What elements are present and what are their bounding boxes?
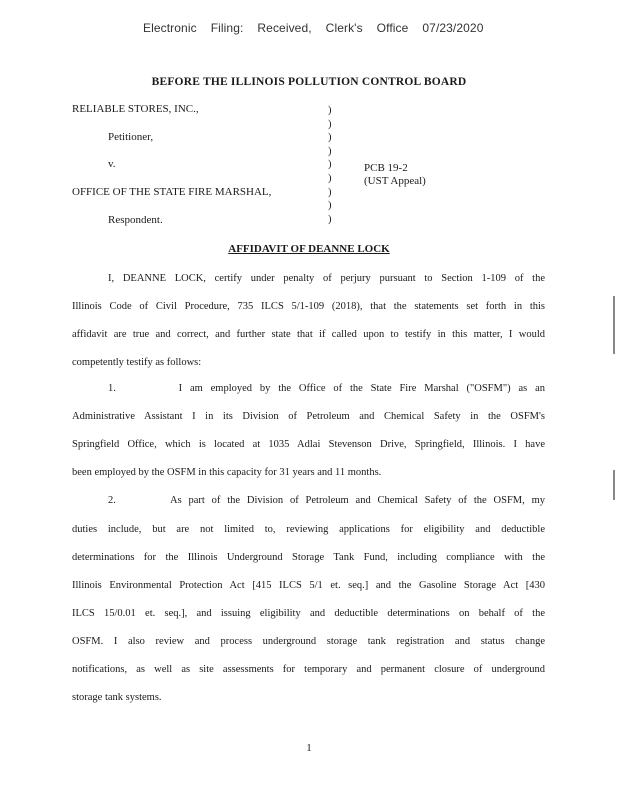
intro-line: Illinois Code of Civil Procedure, 735 ILCS 5/1-109 (2018), that the statements set forth in this (72, 301, 545, 312)
intro-line: I, DEANNE LOCK, certify under penalty of perjury pursuant to Section 1-109 of the (108, 273, 545, 284)
affidavit-title: AFFIDAVIT OF DEANNE LOCK (228, 243, 390, 255)
petitioner-name: RELIABLE STORES, INC., (72, 103, 199, 115)
para1-line: Springfield Office, which is located at 1035 Adlai Stevenson Drive, Springfield, Illinois. I have (72, 439, 545, 450)
stamp-part: Office (376, 21, 409, 35)
caption-parentheses: ) ) ) ) ) ) ) ) ) (328, 105, 332, 225)
stamp-part: Clerk's (325, 21, 363, 35)
stamp-date: 07/23/2020 (422, 21, 484, 35)
intro-line: affidavit are true and correct, and further state that if called upon to testify in this matter, I would (72, 329, 545, 340)
case-type: (UST Appeal) (364, 175, 426, 187)
para2-line: storage tank systems. (72, 692, 162, 703)
versus: v. (108, 158, 116, 170)
para2-line: ILCS 15/0.01 et. seq.], and issuing eligibility and deductible determinations on behalf of the (72, 608, 545, 619)
scan-edge-mark (613, 470, 615, 500)
para2-line: 2. As part of the Division of Petroleum and Chemical Safety of the OSFM, my (108, 495, 545, 506)
para2-line: determinations for the Illinois Underground Storage Tank Fund, including compliance with the (72, 552, 545, 563)
respondent-name: OFFICE OF THE STATE FIRE MARSHAL, (72, 186, 272, 198)
para2-line: OSFM. I also review and process underground storage tank registration and status change (72, 636, 545, 647)
para2-line: Illinois Environmental Protection Act [415 ILCS 5/1 et. seq.] and the Gasoline Storage Act [430 (72, 580, 545, 591)
para1-line: 1. I am employed by the Office of the State Fire Marshal ("OSFM") as an (108, 383, 545, 394)
stamp-part: Filing: (210, 21, 244, 35)
stamp-part: Electronic (143, 21, 197, 35)
page-number: 1 (306, 742, 312, 754)
electronic-filing-stamp (143, 21, 483, 35)
board-title: BEFORE THE ILLINOIS POLLUTION CONTROL BOARD (151, 76, 467, 88)
para2-line: notifications, as well as site assessments for temporary and permanent closure of underground (72, 664, 545, 675)
para2-line: duties include, but are not limited to, reviewing applications for eligibility and deductible (72, 524, 545, 535)
petitioner-role: Petitioner, (108, 131, 154, 143)
stamp-part: Received, (257, 21, 312, 35)
respondent-role: Respondent. (108, 214, 163, 226)
intro-line: competently testify as follows: (72, 357, 202, 368)
para1-line: Administrative Assistant I in its Division of Petroleum and Chemical Safety in the OSFM's (72, 411, 545, 422)
para1-line: been employed by the OSFM in this capacity for 31 years and 11 months. (72, 467, 382, 478)
scan-edge-mark (613, 296, 615, 354)
case-number: PCB 19-2 (364, 162, 408, 174)
